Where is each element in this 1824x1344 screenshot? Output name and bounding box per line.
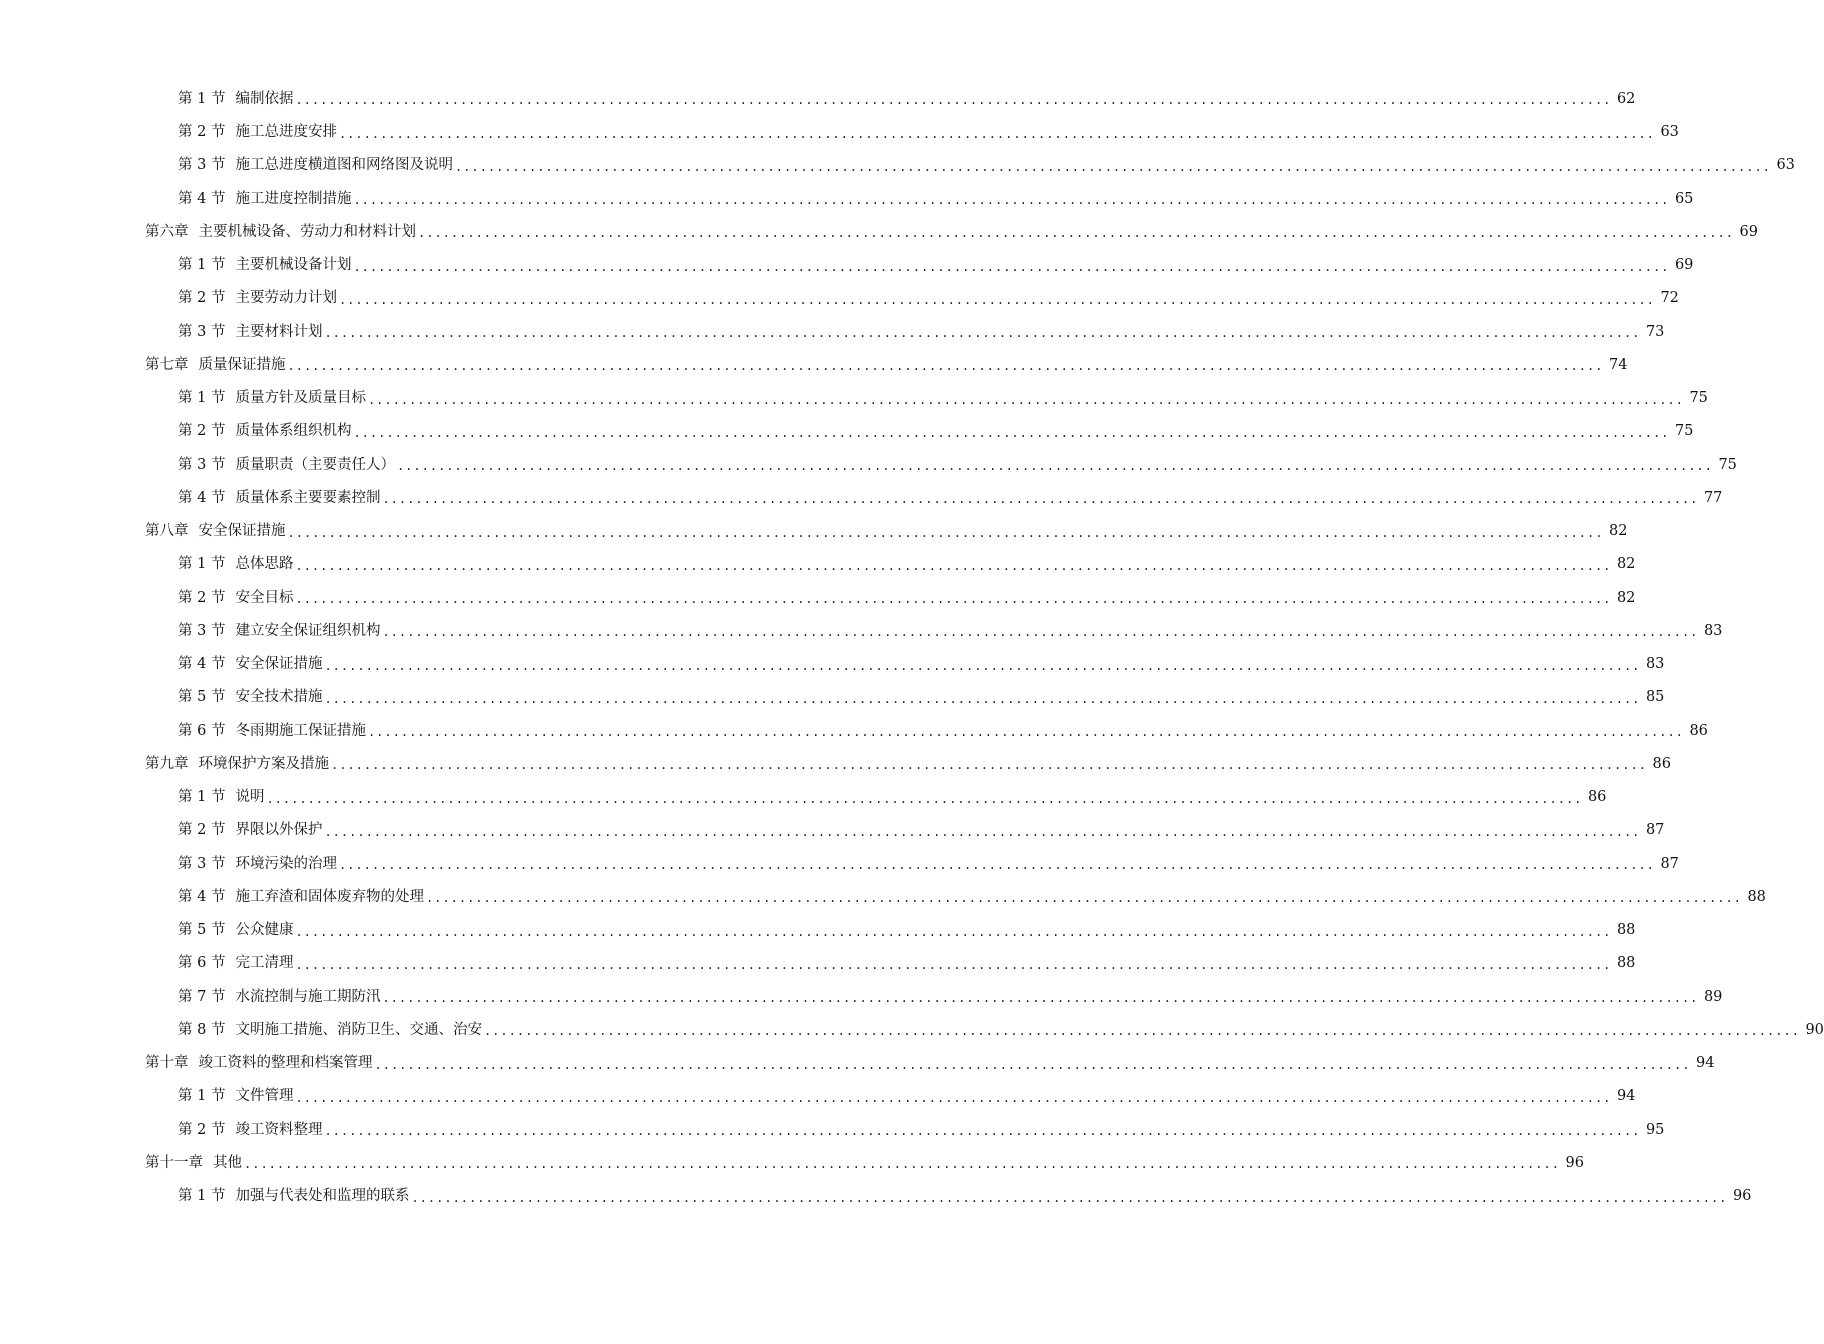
toc-entry-title: 质量体系组织机构 xyxy=(235,423,352,440)
toc-entry-number: 第 7 节 xyxy=(178,988,226,1005)
dot-leader: ................................................................................................................................................................ xyxy=(244,1157,1560,1172)
dot-leader: ................................................................................................................................................................ xyxy=(324,326,1641,340)
toc-entry-number: 第 3 节 xyxy=(178,157,226,174)
toc-entry-number: 第 6 节 xyxy=(178,722,226,739)
toc-entry-title: 安全目标 xyxy=(235,589,294,606)
toc-entry-title: 主要机械设备、劳动力和材料计划 xyxy=(198,223,416,240)
toc-section-entry[interactable] xyxy=(0,111,1679,144)
toc-entry-title: 主要材料计划 xyxy=(235,323,323,340)
toc-entry-number: 第 1 节 xyxy=(178,1088,226,1105)
toc-entry-title: 质量体系主要要素控制 xyxy=(235,489,381,506)
dot-leader: ................................................................................................................................................................ xyxy=(483,1024,1800,1039)
toc-section-entry[interactable] xyxy=(0,876,1766,909)
toc-entry-page-number: 75 xyxy=(1718,456,1737,473)
toc-section-entry[interactable] xyxy=(0,178,1694,211)
toc-entry-number: 第 5 节 xyxy=(178,689,226,706)
toc-entry-page-number: 83 xyxy=(1645,656,1665,672)
toc-entry-number: 第八章 xyxy=(145,523,189,539)
toc-section-entry[interactable] xyxy=(0,976,1723,1009)
toc-entry-number: 第 1 节 xyxy=(178,556,226,573)
toc-entry-page-number: 69 xyxy=(1739,223,1758,240)
toc-entry-page-number: 88 xyxy=(1616,922,1636,938)
toc-section-entry[interactable] xyxy=(0,643,1665,676)
toc-entry-title: 水流控制与施工期防汛 xyxy=(235,988,381,1005)
toc-entry-title: 施工进度控制措施 xyxy=(235,190,352,207)
toc-section-entry[interactable] xyxy=(0,377,1708,410)
toc-entry-number: 第 4 节 xyxy=(178,190,226,207)
dot-leader: ................................................................................................................................................................ xyxy=(411,1190,1728,1205)
toc-entry-title: 加强与代表处和监理的联系 xyxy=(235,1188,410,1204)
toc-entry-page-number: 87 xyxy=(1645,822,1665,839)
toc-entry-page-number: 77 xyxy=(1703,489,1723,506)
toc-section-entry[interactable] xyxy=(0,909,1636,942)
dot-leader: ................................................................................................................................................................ xyxy=(353,425,1670,440)
toc-entry-title: 主要劳动力计划 xyxy=(235,290,337,307)
toc-entry-title: 其他 xyxy=(213,1154,242,1171)
toc-section-entry[interactable] xyxy=(0,810,1665,843)
toc-entry-page-number: 75 xyxy=(1674,423,1694,440)
dot-leader: ................................................................................................................................................................ xyxy=(331,758,1647,773)
toc-entry-number: 第 8 节 xyxy=(178,1021,226,1038)
dot-leader: ................................................................................................................................................................ xyxy=(338,858,1655,872)
toc-entry-page-number: 86 xyxy=(1652,755,1671,772)
toc-entry-title: 说明 xyxy=(235,789,265,805)
toc-entry-number: 第九章 xyxy=(145,755,189,772)
dot-leader: ................................................................................................................................................................ xyxy=(382,991,1699,1005)
toc-entry-number: 第 3 节 xyxy=(178,323,226,340)
table-of-contents xyxy=(0,78,1824,1209)
toc-entry-title: 质量职责（主要责任人） xyxy=(235,456,395,473)
toc-entry-page-number: 63 xyxy=(1660,124,1679,140)
toc-entry-number: 第 2 节 xyxy=(178,290,226,307)
toc-entry-page-number: 65 xyxy=(1674,190,1694,207)
dot-leader: ................................................................................................................................................................ xyxy=(324,691,1641,706)
dot-leader: ................................................................................................................................................................ xyxy=(382,625,1699,640)
toc-section-entry[interactable] xyxy=(0,1076,1636,1109)
dot-leader: ................................................................................................................................................................ xyxy=(367,725,1684,739)
toc-entry-number: 第十章 xyxy=(145,1055,189,1071)
toc-entry-number: 第 2 节 xyxy=(178,423,226,440)
toc-entry-number: 第 1 节 xyxy=(178,1188,226,1204)
dot-leader: ................................................................................................................................................................ xyxy=(295,558,1612,573)
toc-chapter-entry[interactable] xyxy=(0,1142,1584,1175)
dot-leader: ................................................................................................................................................................ xyxy=(324,824,1641,839)
toc-entry-title: 质量方针及质量目标 xyxy=(235,390,366,406)
toc-section-entry[interactable] xyxy=(0,544,1636,577)
toc-section-entry[interactable] xyxy=(0,1175,1752,1208)
toc-entry-page-number: 85 xyxy=(1645,689,1665,706)
toc-section-entry[interactable] xyxy=(0,444,1737,477)
toc-entry-title: 质量保证措施 xyxy=(198,356,286,373)
toc-section-entry[interactable] xyxy=(0,1109,1665,1142)
toc-entry-page-number: 86 xyxy=(1689,722,1708,739)
toc-entry-title: 文明施工措施、消防卫生、交通、治安 xyxy=(235,1021,482,1038)
toc-entry-page-number: 95 xyxy=(1645,1121,1665,1138)
toc-entry-number: 第 3 节 xyxy=(178,622,226,639)
toc-entry-title: 施工总进度横道图和网络图及说明 xyxy=(235,157,453,174)
toc-entry-title: 界限以外保护 xyxy=(235,822,323,839)
toc-entry-number: 第 2 节 xyxy=(178,124,226,140)
toc-entry-title: 安全技术措施 xyxy=(235,689,323,706)
toc-entry-number: 第 5 节 xyxy=(178,922,226,938)
dot-leader: ................................................................................................................................................................ xyxy=(396,459,1713,473)
dot-leader: ................................................................................................................................................................ xyxy=(324,658,1641,673)
dot-leader: ................................................................................................................................................................ xyxy=(418,226,1734,241)
dot-leader: ................................................................................................................................................................ xyxy=(295,924,1612,939)
toc-entry-title: 主要机械设备计划 xyxy=(235,257,352,273)
toc-entry-page-number: 86 xyxy=(1587,789,1607,805)
toc-section-entry[interactable] xyxy=(0,244,1694,277)
dot-leader: ................................................................................................................................................................ xyxy=(382,492,1699,507)
toc-entry-title: 建立安全保证组织机构 xyxy=(235,622,381,639)
toc-entry-title: 竣工资料整理 xyxy=(235,1121,323,1138)
dot-leader: ................................................................................................................................................................ xyxy=(266,791,1583,806)
toc-entry-number: 第 1 节 xyxy=(178,257,226,273)
toc-entry-title: 竣工资料的整理和档案管理 xyxy=(198,1055,373,1071)
dot-leader: ................................................................................................................................................................ xyxy=(454,159,1771,174)
toc-section-entry[interactable] xyxy=(0,577,1636,610)
toc-entry-number: 第 1 节 xyxy=(178,789,226,805)
dot-leader: ................................................................................................................................................................ xyxy=(338,292,1655,307)
toc-section-entry[interactable] xyxy=(0,677,1665,710)
toc-entry-page-number: 69 xyxy=(1674,257,1694,273)
toc-entry-number: 第十一章 xyxy=(145,1154,203,1171)
toc-entry-page-number: 74 xyxy=(1608,356,1628,373)
toc-entry-title: 安全保证措施 xyxy=(198,523,286,539)
dot-leader: ................................................................................................................................................................ xyxy=(338,126,1655,141)
toc-entry-number: 第 2 节 xyxy=(178,1121,226,1138)
toc-entry-page-number: 63 xyxy=(1776,157,1795,174)
toc-entry-page-number: 82 xyxy=(1608,523,1628,539)
toc-entry-page-number: 75 xyxy=(1689,390,1708,406)
toc-section-entry[interactable] xyxy=(0,776,1607,809)
toc-section-entry[interactable] xyxy=(0,610,1723,643)
dot-leader: ................................................................................................................................................................ xyxy=(295,1090,1612,1105)
dot-leader: ................................................................................................................................................................ xyxy=(353,193,1670,207)
toc-entry-page-number: 62 xyxy=(1616,90,1636,107)
toc-entry-title: 冬雨期施工保证措施 xyxy=(235,722,366,739)
toc-section-entry[interactable] xyxy=(0,843,1679,876)
toc-entry-page-number: 94 xyxy=(1616,1088,1636,1105)
toc-entry-page-number: 83 xyxy=(1703,622,1723,639)
toc-entry-title: 施工弃渣和固体废弃物的处理 xyxy=(235,888,424,905)
toc-section-entry[interactable] xyxy=(0,145,1795,178)
toc-section-entry[interactable] xyxy=(0,278,1679,311)
toc-entry-number: 第 3 节 xyxy=(178,456,226,473)
dot-leader: ................................................................................................................................................................ xyxy=(324,1124,1641,1138)
dot-leader: ................................................................................................................................................................ xyxy=(425,891,1742,906)
toc-entry-number: 第 4 节 xyxy=(178,888,226,905)
toc-entry-title: 施工总进度安排 xyxy=(235,124,337,140)
toc-entry-page-number: 82 xyxy=(1616,556,1636,573)
toc-entry-number: 第 1 节 xyxy=(178,390,226,406)
toc-entry-title: 编制依据 xyxy=(235,90,294,107)
toc-section-entry[interactable] xyxy=(0,710,1708,743)
toc-section-entry[interactable] xyxy=(0,78,1636,111)
toc-entry-number: 第 3 节 xyxy=(178,855,226,872)
toc-entry-page-number: 88 xyxy=(1616,955,1636,972)
toc-entry-title: 总体思路 xyxy=(235,556,294,573)
toc-entry-page-number: 88 xyxy=(1747,888,1766,905)
toc-entry-page-number: 73 xyxy=(1645,323,1665,340)
toc-section-entry[interactable] xyxy=(0,477,1723,510)
dot-leader: ................................................................................................................................................................ xyxy=(295,957,1612,972)
toc-entry-number: 第 1 节 xyxy=(178,90,226,107)
toc-entry-page-number: 94 xyxy=(1695,1055,1715,1071)
dot-leader: ................................................................................................................................................................ xyxy=(353,259,1670,274)
dot-leader: ................................................................................................................................................................ xyxy=(295,592,1612,606)
dot-leader: ................................................................................................................................................................ xyxy=(287,525,1604,540)
toc-entry-page-number: 72 xyxy=(1660,290,1679,307)
dot-leader: ................................................................................................................................................................ xyxy=(295,93,1612,108)
toc-entry-title: 公众健康 xyxy=(235,922,294,938)
toc-section-entry[interactable] xyxy=(0,411,1694,444)
toc-entry-page-number: 96 xyxy=(1732,1188,1752,1204)
toc-chapter-entry[interactable] xyxy=(0,510,1628,543)
toc-entry-title: 安全保证措施 xyxy=(235,656,323,672)
toc-entry-number: 第 4 节 xyxy=(178,656,226,672)
toc-entry-number: 第 4 节 xyxy=(178,489,226,506)
toc-entry-page-number: 82 xyxy=(1616,589,1636,606)
toc-chapter-entry[interactable] xyxy=(0,211,1758,244)
dot-leader: ................................................................................................................................................................ xyxy=(374,1057,1691,1072)
toc-entry-page-number: 90 xyxy=(1805,1021,1824,1038)
toc-entry-page-number: 89 xyxy=(1703,988,1723,1005)
toc-chapter-entry[interactable] xyxy=(0,1042,1715,1075)
toc-entry-title: 文件管理 xyxy=(235,1088,294,1105)
toc-entry-title: 环境保护方案及措施 xyxy=(198,755,329,772)
toc-entry-title: 环境污染的治理 xyxy=(235,855,337,872)
toc-section-entry[interactable] xyxy=(0,943,1636,976)
dot-leader: ................................................................................................................................................................ xyxy=(367,392,1684,407)
toc-entry-page-number: 96 xyxy=(1565,1154,1584,1171)
toc-entry-title: 完工清理 xyxy=(235,955,294,972)
dot-leader: ................................................................................................................................................................ xyxy=(287,359,1604,374)
toc-entry-number: 第 2 节 xyxy=(178,822,226,839)
toc-chapter-entry[interactable] xyxy=(0,743,1671,776)
toc-entry-number: 第六章 xyxy=(145,223,189,240)
toc-section-entry[interactable] xyxy=(0,1009,1824,1042)
toc-entry-page-number: 87 xyxy=(1660,855,1679,872)
toc-section-entry[interactable] xyxy=(0,311,1665,344)
toc-entry-number: 第七章 xyxy=(145,356,189,373)
toc-chapter-entry[interactable] xyxy=(0,344,1628,377)
toc-entry-number: 第 6 节 xyxy=(178,955,226,972)
toc-entry-number: 第 2 节 xyxy=(178,589,226,606)
